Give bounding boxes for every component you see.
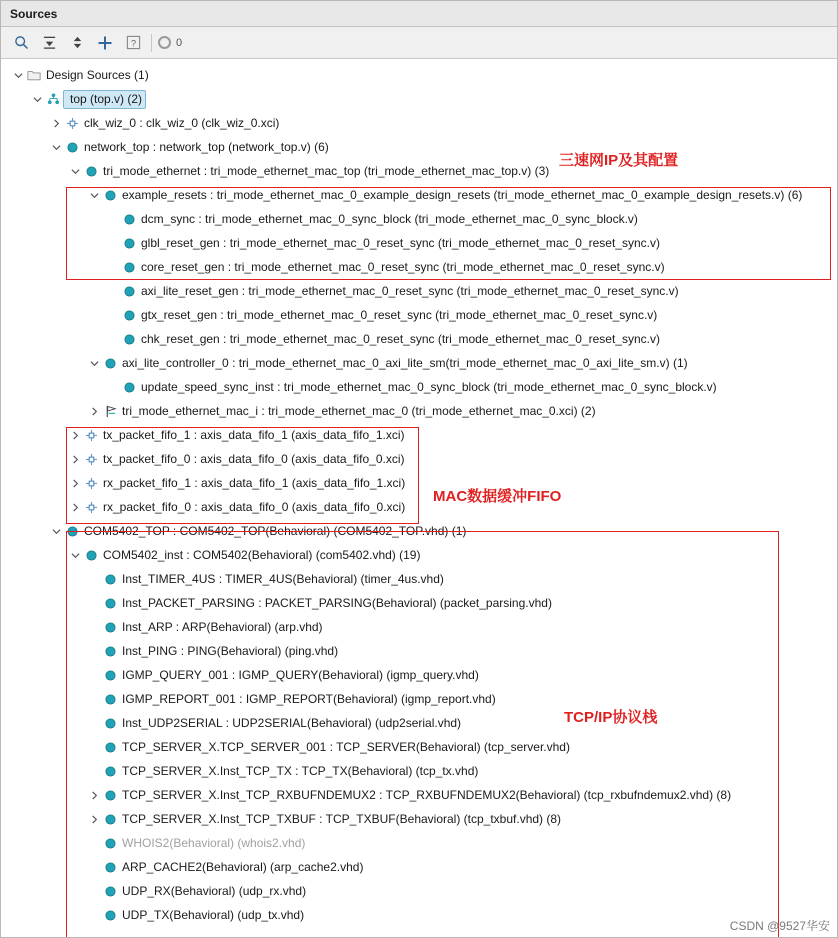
tree-row-file: (Behavioral) (whois2.vhd) bbox=[169, 836, 306, 850]
tree-row-label: tri_mode_ethernet : tri_mode_ethernet_mac_top bbox=[103, 164, 361, 178]
tree-row-label: glbl_reset_gen : tri_mode_ethernet_mac_0_reset_sync bbox=[141, 236, 435, 250]
module-icon bbox=[101, 567, 119, 591]
tree-row-label: IGMP_REPORT_001 : IGMP_REPORT bbox=[122, 692, 333, 706]
help-icon[interactable] bbox=[119, 30, 147, 56]
tree-spacer bbox=[87, 567, 101, 591]
tree-row[interactable] bbox=[1, 735, 837, 759]
hierarchy-icon bbox=[44, 87, 62, 111]
tree-row[interactable] bbox=[1, 327, 837, 351]
tree-row-file: (Behavioral) (tcp_txbuf.vhd) (8) bbox=[395, 812, 562, 826]
module-icon bbox=[120, 303, 138, 327]
tree-row[interactable] bbox=[1, 231, 837, 255]
tree-row-label: update_speed_sync_inst : tri_mode_ethernet_mac_0_sync_block bbox=[141, 380, 490, 394]
tree-row-file: (tri_mode_ethernet_mac_0_reset_sync.v) bbox=[453, 284, 679, 298]
tree-spacer bbox=[87, 687, 101, 711]
module-icon bbox=[101, 855, 119, 879]
tree-row-label: tx_packet_fifo_1 : axis_data_fifo_1 bbox=[103, 428, 288, 442]
chevron-right-icon[interactable] bbox=[68, 423, 82, 447]
tree-row-label: Design Sources bbox=[46, 68, 131, 82]
tree-row-label: chk_reset_gen : tri_mode_ethernet_mac_0_reset_sync bbox=[141, 332, 435, 346]
tree-row-label: axi_lite_controller_0 : tri_mode_ethernet_mac_0_axi_lite_sm bbox=[122, 356, 446, 370]
tree-spacer bbox=[106, 231, 120, 255]
module-icon bbox=[101, 591, 119, 615]
module-icon bbox=[101, 639, 119, 663]
module-icon bbox=[82, 159, 100, 183]
tree-row-file: (Behavioral) (arp_cache2.vhd) bbox=[202, 860, 364, 874]
tree-row-file: (tri_mode_ethernet_mac_0_reset_sync.v) bbox=[434, 236, 660, 250]
tree-row-label: TCP_SERVER_X.Inst_TCP_RXBUFNDEMUX2 : TCP_RXBUFNDEMUX2 bbox=[122, 788, 516, 802]
annot-label-mac-fifo: MAC数据缓冲FIFO bbox=[433, 488, 562, 505]
tree-row-file: (Behavioral) (tcp_tx.vhd) bbox=[347, 764, 479, 778]
tree-row-file: (tri_mode_ethernet_mac_0_reset_sync.v) bbox=[431, 308, 658, 322]
tree-row-label: gtx_reset_gen : tri_mode_ethernet_mac_0_reset_sync bbox=[141, 308, 432, 322]
expand-all-icon[interactable] bbox=[63, 30, 91, 56]
tree-spacer bbox=[87, 735, 101, 759]
module-icon bbox=[101, 351, 119, 375]
tree-row-label: Inst_ARP : ARP bbox=[122, 620, 207, 634]
ip-icon bbox=[82, 423, 100, 447]
module-icon bbox=[82, 543, 100, 567]
tree-spacer bbox=[106, 303, 120, 327]
module-icon bbox=[120, 375, 138, 399]
tree-row[interactable] bbox=[1, 87, 837, 111]
add-sources-icon[interactable] bbox=[91, 30, 119, 56]
ip-icon bbox=[63, 111, 81, 135]
tree-row[interactable] bbox=[1, 855, 837, 879]
tree-row-file: (Behavioral) (tcp_rxbufndemux2.vhd) (8) bbox=[515, 788, 732, 802]
tree-row-label: TCP_SERVER_X.Inst_TCP_TX : TCP_TX bbox=[122, 764, 348, 778]
tree-row-label: Inst_PACKET_PARSING : PACKET_PARSING bbox=[122, 596, 372, 610]
tree-row[interactable] bbox=[1, 351, 837, 375]
tree-row-file: (1) bbox=[130, 68, 149, 82]
search-icon[interactable] bbox=[7, 30, 35, 56]
chevron-down-icon[interactable] bbox=[49, 135, 63, 159]
tree-row[interactable] bbox=[1, 711, 837, 735]
status-badge bbox=[158, 36, 182, 49]
tree-row[interactable] bbox=[1, 903, 837, 927]
tree-spacer bbox=[87, 663, 101, 687]
sources-toolbar bbox=[1, 27, 837, 59]
tree-row-file: (Behavioral) (com5402.vhd) (19) bbox=[247, 548, 421, 562]
tree-row-label: UDP_RX bbox=[122, 884, 171, 898]
module-icon bbox=[101, 807, 119, 831]
tree-row[interactable] bbox=[1, 447, 837, 471]
module-icon bbox=[101, 903, 119, 927]
tree-row-file: (tri_mode_ethernet_mac_0_reset_sync.v) bbox=[434, 332, 660, 346]
ip-icon bbox=[82, 447, 100, 471]
tree-row-label: TCP_SERVER_X.Inst_TCP_TXBUF : TCP_TXBUF bbox=[122, 812, 396, 826]
tree-row-file: (tri_mode_ethernet_mac_0_reset_sync.v) bbox=[439, 260, 665, 274]
tree-spacer bbox=[87, 903, 101, 927]
tree-row-label: WHOIS2 bbox=[122, 836, 170, 850]
module-icon bbox=[120, 255, 138, 279]
tree-row[interactable] bbox=[1, 663, 837, 687]
annot-label-tcpip: TCP/IP协议栈 bbox=[564, 709, 658, 726]
module-icon bbox=[101, 663, 119, 687]
tree-row[interactable] bbox=[1, 207, 837, 231]
tree-row[interactable] bbox=[1, 615, 837, 639]
tree-row-label: core_reset_gen : tri_mode_ethernet_mac_0_reset_sync bbox=[141, 260, 440, 274]
module-icon bbox=[101, 759, 119, 783]
ip-icon bbox=[82, 471, 100, 495]
tree-spacer bbox=[87, 591, 101, 615]
tree-row-label: COM5402_inst : COM5402 bbox=[103, 548, 248, 562]
tree-row-label: tri_mode_ethernet_mac_i : tri_mode_ethernet_mac_0 bbox=[122, 404, 409, 418]
chevron-right-icon[interactable] bbox=[49, 111, 63, 135]
collapse-all-icon[interactable] bbox=[35, 30, 63, 56]
chevron-down-icon[interactable] bbox=[68, 159, 82, 183]
tree-spacer bbox=[106, 279, 120, 303]
tree-row[interactable] bbox=[1, 639, 837, 663]
tree-spacer bbox=[106, 327, 120, 351]
tree-row[interactable] bbox=[1, 831, 837, 855]
tree-row-label: tx_packet_fifo_0 : axis_data_fifo_0 bbox=[103, 452, 288, 466]
tree-row-file: (Behavioral) (udp2serial.vhd) bbox=[306, 716, 462, 730]
tree-spacer bbox=[87, 855, 101, 879]
chevron-right-icon[interactable] bbox=[68, 495, 82, 519]
tree-row[interactable] bbox=[1, 423, 837, 447]
tree-row-label: Inst_PING : PING bbox=[122, 644, 217, 658]
tree-row[interactable] bbox=[1, 135, 837, 159]
tree-row-label: COM5402_TOP : COM5402_TOP bbox=[84, 524, 266, 538]
module-icon bbox=[120, 279, 138, 303]
tree-row[interactable] bbox=[1, 375, 837, 399]
tree-row-file: (Behavioral) (igmp_report.vhd) bbox=[332, 692, 496, 706]
tree-row-file: (tri_mode_ethernet_mac_0.xci) (2) bbox=[408, 404, 596, 418]
tree-row[interactable] bbox=[1, 783, 837, 807]
tree-row-file: (Behavioral) (udp_rx.vhd) bbox=[170, 884, 307, 898]
tree-row[interactable] bbox=[1, 183, 837, 207]
module-icon bbox=[101, 615, 119, 639]
module-icon bbox=[120, 207, 138, 231]
tree-row[interactable] bbox=[1, 567, 837, 591]
ip-icon bbox=[82, 495, 100, 519]
tree-row-label: UDP_TX bbox=[122, 908, 170, 922]
module-icon bbox=[101, 831, 119, 855]
tree-row[interactable] bbox=[1, 399, 837, 423]
watermark: CSDN @9527华安 bbox=[729, 919, 830, 933]
tree-row-file: (Behavioral) (udp_tx.vhd) bbox=[169, 908, 305, 922]
module-icon bbox=[101, 735, 119, 759]
tree-row-file: (Behavioral) (COM5402_TOP.vhd) (1) bbox=[265, 524, 467, 538]
chevron-down-icon[interactable] bbox=[87, 183, 101, 207]
toolbar-separator bbox=[151, 34, 152, 52]
tree-row-file: (axis_data_fifo_1.xci) bbox=[288, 476, 406, 490]
tree-row-file: (axis_data_fifo_0.xci) bbox=[287, 452, 405, 466]
tree-row[interactable] bbox=[1, 879, 837, 903]
tree-row-file: (Behavioral) (ping.vhd) bbox=[216, 644, 339, 658]
panel-title: Sources bbox=[10, 6, 58, 21]
chevron-right-icon[interactable] bbox=[87, 807, 101, 831]
tree-row-file: (axis_data_fifo_0.xci) bbox=[288, 500, 406, 514]
module-icon bbox=[101, 711, 119, 735]
module-icon bbox=[63, 519, 81, 543]
status-circle-icon bbox=[158, 36, 171, 49]
tree-row-file: (Behavioral) (igmp_query.vhd) bbox=[318, 668, 479, 682]
tree-row-label: TCP_SERVER_X.TCP_SERVER_001 : TCP_SERVER bbox=[122, 740, 416, 754]
tree-row-file: (Behavioral) (timer_4us.vhd) bbox=[292, 572, 444, 586]
tree-row-label: top (top.v) (2) bbox=[70, 91, 143, 106]
tree-row-label: network_top : network_top bbox=[84, 140, 225, 154]
source-tree[interactable] bbox=[1, 59, 837, 937]
tree-row[interactable] bbox=[1, 279, 837, 303]
tree-row-label: rx_packet_fifo_1 : axis_data_fifo_1 bbox=[103, 476, 289, 490]
module-icon bbox=[101, 783, 119, 807]
folder-icon bbox=[25, 63, 43, 87]
tree-row[interactable] bbox=[1, 303, 837, 327]
tree-row-file: (tri_mode_ethernet_mac_0_axi_lite_sm.v) (1) bbox=[445, 356, 688, 370]
tree-row-label: dcm_sync : tri_mode_ethernet_mac_0_sync_block bbox=[141, 212, 412, 226]
chevron-right-icon[interactable] bbox=[68, 471, 82, 495]
tree-row[interactable] bbox=[1, 519, 837, 543]
tree-spacer bbox=[87, 639, 101, 663]
tree-row-label: Inst_TIMER_4US : TIMER_4US bbox=[122, 572, 293, 586]
tree-spacer bbox=[106, 207, 120, 231]
tree-row-label: rx_packet_fifo_0 : axis_data_fifo_0 bbox=[103, 500, 289, 514]
tree-row-file: (Behavioral) (arp.vhd) bbox=[206, 620, 323, 634]
module-icon bbox=[63, 135, 81, 159]
module-icon bbox=[101, 687, 119, 711]
chevron-down-icon[interactable] bbox=[87, 351, 101, 375]
chevron-down-icon[interactable] bbox=[30, 87, 44, 111]
status-count: 0 bbox=[176, 36, 183, 49]
tree-spacer bbox=[106, 375, 120, 399]
ipflag-icon bbox=[101, 399, 119, 423]
module-icon bbox=[120, 327, 138, 351]
chevron-right-icon[interactable] bbox=[87, 399, 101, 423]
tree-spacer bbox=[87, 831, 101, 855]
tree-row-label: ARP_CACHE2 bbox=[122, 860, 203, 874]
module-icon bbox=[101, 183, 119, 207]
tree-spacer bbox=[87, 759, 101, 783]
chevron-down-icon[interactable] bbox=[49, 519, 63, 543]
tree-row-file: (tri_mode_ethernet_mac_0_sync_block.v) bbox=[489, 380, 717, 394]
tree-row-file: (Behavioral) (tcp_server.vhd) bbox=[415, 740, 570, 754]
tree-row-file: (tri_mode_ethernet_mac_0_example_design_resets.v) (6) bbox=[490, 188, 803, 202]
chevron-down-icon[interactable] bbox=[11, 63, 25, 87]
tree-row[interactable] bbox=[1, 687, 837, 711]
tree-row-file: (tri_mode_ethernet_mac_0_sync_block.v) bbox=[411, 212, 638, 226]
tree-row-file: (axis_data_fifo_1.xci) bbox=[287, 428, 405, 442]
annot-label-ip-config: 三速网IP及其配置 bbox=[559, 152, 679, 169]
tree-row[interactable] bbox=[1, 471, 837, 495]
svg-text:?: ? bbox=[130, 38, 136, 49]
tree-row[interactable] bbox=[1, 159, 837, 183]
tree-row[interactable] bbox=[1, 63, 837, 87]
tree-spacer bbox=[106, 255, 120, 279]
tree-spacer bbox=[87, 879, 101, 903]
tree-row[interactable] bbox=[1, 111, 837, 135]
tree-row-file: (clk_wiz_0.xci) bbox=[198, 116, 280, 130]
tree-row[interactable] bbox=[1, 807, 837, 831]
tree-row-label: axi_lite_reset_gen : tri_mode_ethernet_mac_0_reset_sync bbox=[141, 284, 454, 298]
chevron-down-icon[interactable] bbox=[68, 543, 82, 567]
tree-row-label: example_resets : tri_mode_ethernet_mac_0_example_design_resets bbox=[122, 188, 491, 202]
chevron-right-icon[interactable] bbox=[87, 783, 101, 807]
tree-row[interactable] bbox=[1, 495, 837, 519]
tree-row[interactable] bbox=[1, 591, 837, 615]
tree-spacer bbox=[87, 615, 101, 639]
tree-row-file: (Behavioral) (packet_parsing.vhd) bbox=[371, 596, 552, 610]
module-icon bbox=[101, 879, 119, 903]
tree-row[interactable] bbox=[1, 543, 837, 567]
tree-row-file: (tri_mode_ethernet_mac_top.v) (3) bbox=[360, 164, 550, 178]
panel-titlebar bbox=[1, 1, 837, 27]
chevron-right-icon[interactable] bbox=[68, 447, 82, 471]
module-icon bbox=[120, 231, 138, 255]
tree-row-label: Inst_UDP2SERIAL : UDP2SERIAL bbox=[122, 716, 307, 730]
tree-row-label: IGMP_QUERY_001 : IGMP_QUERY bbox=[122, 668, 319, 682]
tree-row[interactable] bbox=[1, 255, 837, 279]
tree-row-file: (network_top.v) (6) bbox=[224, 140, 329, 154]
tree-spacer bbox=[87, 711, 101, 735]
tree-row[interactable] bbox=[1, 759, 837, 783]
tree-row-label: clk_wiz_0 : clk_wiz_0 bbox=[84, 116, 199, 130]
